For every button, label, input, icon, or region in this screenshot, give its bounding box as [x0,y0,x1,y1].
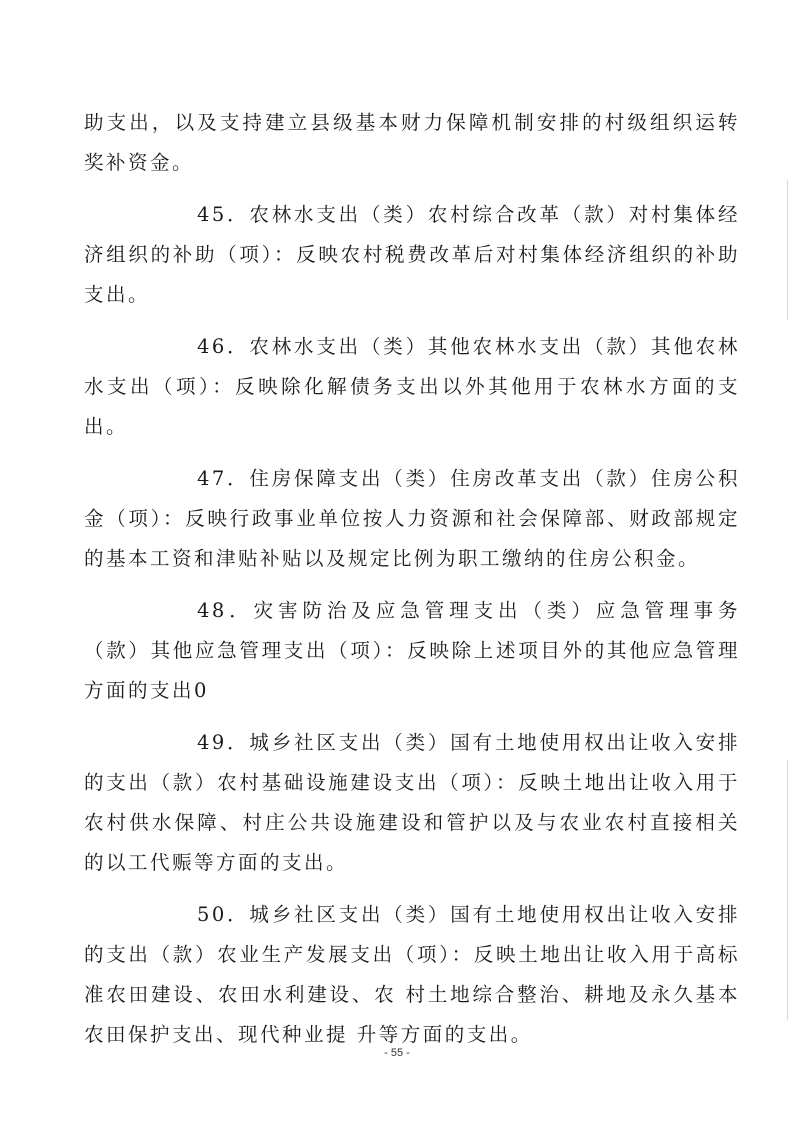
paragraph-item-48: 48．灾害防治及应急管理支出（类）应急管理事务（款）其他应急管理支出（项）：反映除上述项目外的其他应急管理方面的支出0 [84,599,740,702]
page-number: - 55 - [384,1047,410,1059]
paragraph-item-50: 50．城乡社区支出（类）国有土地使用权出让收入安排的支出（款）农业生产发展支出（项）：反映土地出让收入用于高标准农田建设、农田水利建设、农 村土地综合整治、耕地及永久基本农田保护支出、现代种业提 升等方面的支出。 [84,903,740,1046]
paragraph-item-49: 49．城乡社区支出（类）国有土地使用权出让收入安排的支出（款）农村基础设施建设支出（项）：反映土地出让收入用于农村供水保障、村庄公共设施建设和管护以及与农业农村直接相关的以工代赈等方面的支出。 [84,731,740,874]
scan-edge-mark [787,180,788,320]
scan-edge-mark [787,760,788,1020]
paragraph-continuation: 助支出，以及支持建立县级基本财力保障机制安排的村级组织运转奖补资金。 [84,111,740,174]
document-body [84,103,740,1055]
paragraph-item-45: 45．农林水支出（类）农村综合改革（款）对村集体经济组织的补助（项）：反映农村税费改革后对村集体经济组织的补助支出。 [84,203,740,306]
paragraph-item-46: 46．农林水支出（类）其他农林水支出（款）其他农林水支出（项）：反映除化解债务支出以外其他用于农林水方面的支出。 [84,335,740,438]
paragraph-item-47: 47．住房保障支出（类）住房改革支出（款）住房公积金（项）：反映行政事业单位按人力资源和社会保障部、财政部规定的基本工资和津贴补贴以及规定比例为职工缴纳的住房公积金。 [84,467,740,570]
